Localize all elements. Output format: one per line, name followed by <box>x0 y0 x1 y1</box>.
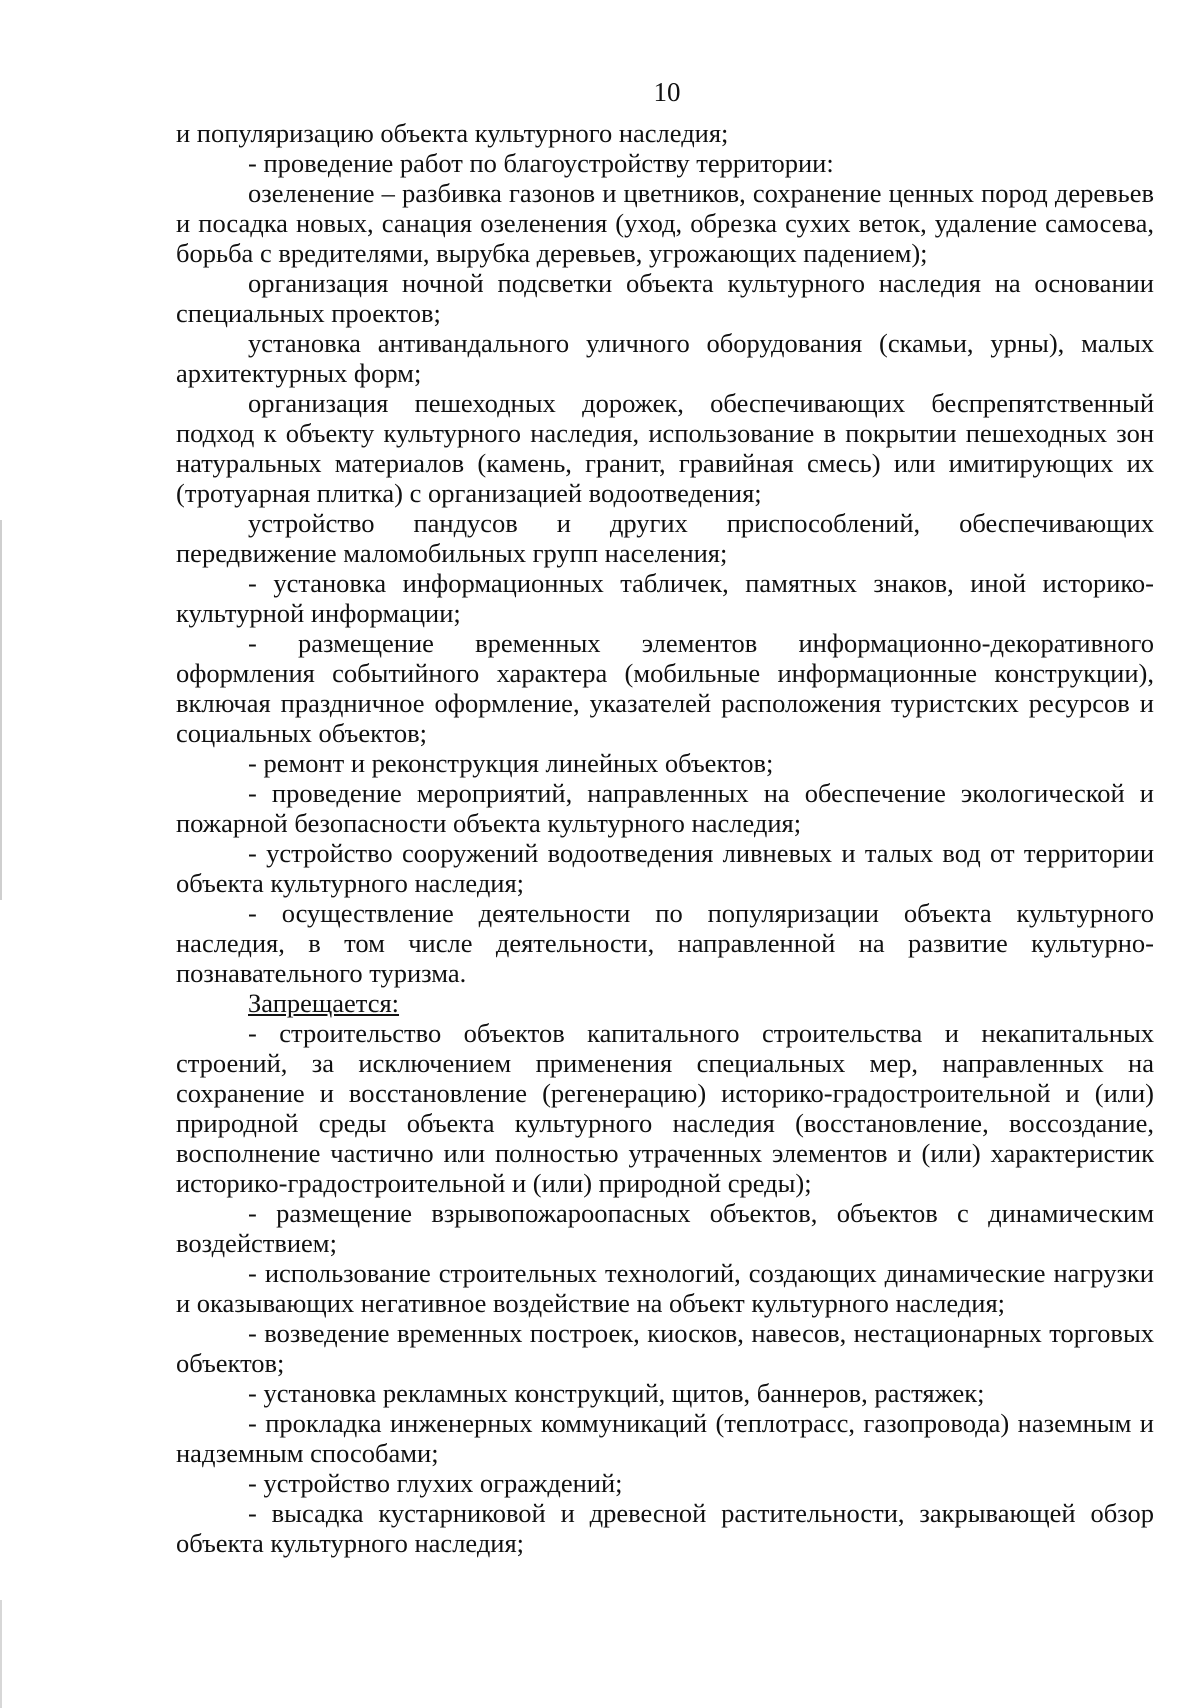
paragraph-22: - высадка кустарниковой и древесной растительности, закрывающей обзор объекта культурного наследия; <box>176 1498 1154 1558</box>
paragraph-17: - использование строительных технологий, создающих динамические нагрузки и оказывающих негативное воздействие на объект культурного наследия; <box>176 1258 1154 1318</box>
paragraph-2: - проведение работ по благоустройству территории: <box>248 148 834 178</box>
prohibited-heading: Запрещается: <box>248 988 400 1018</box>
paragraph-6: организация пешеходных дорожек, обеспечивающих беспрепятственный подход к объекту культурного наследия, использование в покрытии пешеходных зон натуральных материалов (камень, гранит, гравийная смесь) или имитирующих их (тротуарная плитка) с организацией водоотведения; <box>176 388 1154 508</box>
paragraph-5: установка антивандального уличного оборудования (скамьи, урны), малых архитектурных форм; <box>176 328 1154 388</box>
paragraph-10: - ремонт и реконструкция линейных объектов; <box>248 748 774 778</box>
paragraph-19: - установка рекламных конструкций, щитов, баннеров, растяжек; <box>248 1378 985 1408</box>
paragraph-12: - устройство сооружений водоотведения ливневых и талых вод от территории объекта культурного наследия; <box>176 838 1154 898</box>
paragraph-1: и популяризацию объекта культурного наследия; <box>176 118 729 148</box>
paragraph-11: - проведение мероприятий, направленных на обеспечение экологической и пожарной безопасности объекта культурного наследия; <box>176 778 1154 838</box>
paragraph-15: - строительство объектов капитального строительства и некапитальных строений, за исключением применения специальных мер, направленных на сохранение и восстановление (регенерацию) историко-градостроительной и (или) природной среды объекта культурного наследия (восстановление, воссоздание, восполнение частично или полностью утраченных элементов и (или) характеристик историко-градостроительной и (или) природной среды); <box>176 1018 1154 1198</box>
paragraph-13: - осуществление деятельности по популяризации объекта культурного наследия, в том числе деятельности, направленной на развитие культурно-познавательного туризма. <box>176 898 1154 988</box>
paragraph-4: организация ночной подсветки объекта культурного наследия на основании специальных проектов; <box>176 268 1154 328</box>
document-body <box>176 118 1154 1558</box>
paragraph-8: - установка информационных табличек, памятных знаков, иной историко-культурной информации; <box>176 568 1154 628</box>
paragraph-20: - прокладка инженерных коммуникаций (теплотрасс, газопровода) наземным и надземным способами; <box>176 1408 1154 1468</box>
scan-edge-line <box>0 520 2 900</box>
paragraph-7: устройство пандусов и других приспособлений, обеспечивающих передвижение маломобильных групп населения; <box>176 508 1154 568</box>
paragraph-9: - размещение временных элементов информационно-декоративного оформления событийного характера (мобильные информационные конструкции), включая праздничное оформление, указателей расположения туристских ресурсов и социальных объектов; <box>176 628 1154 748</box>
paragraph-21: - устройство глухих ограждений; <box>248 1468 623 1498</box>
page-number: 10 <box>653 77 681 107</box>
paragraph-18: - возведение временных построек, киосков, навесов, нестационарных торговых объектов; <box>176 1318 1154 1378</box>
paragraph-16: - размещение взрывопожароопасных объектов, объектов с динамическим воздействием; <box>176 1198 1154 1258</box>
paragraph-3: озеленение – разбивка газонов и цветников, сохранение ценных пород деревьев и посадка новых, санация озеленения (уход, обрезка сухих веток, удаление самосева, борьба с вредителями, вырубка деревьев, угрожающих падением); <box>176 178 1154 268</box>
scan-edge-line-bottom <box>0 1600 2 1708</box>
